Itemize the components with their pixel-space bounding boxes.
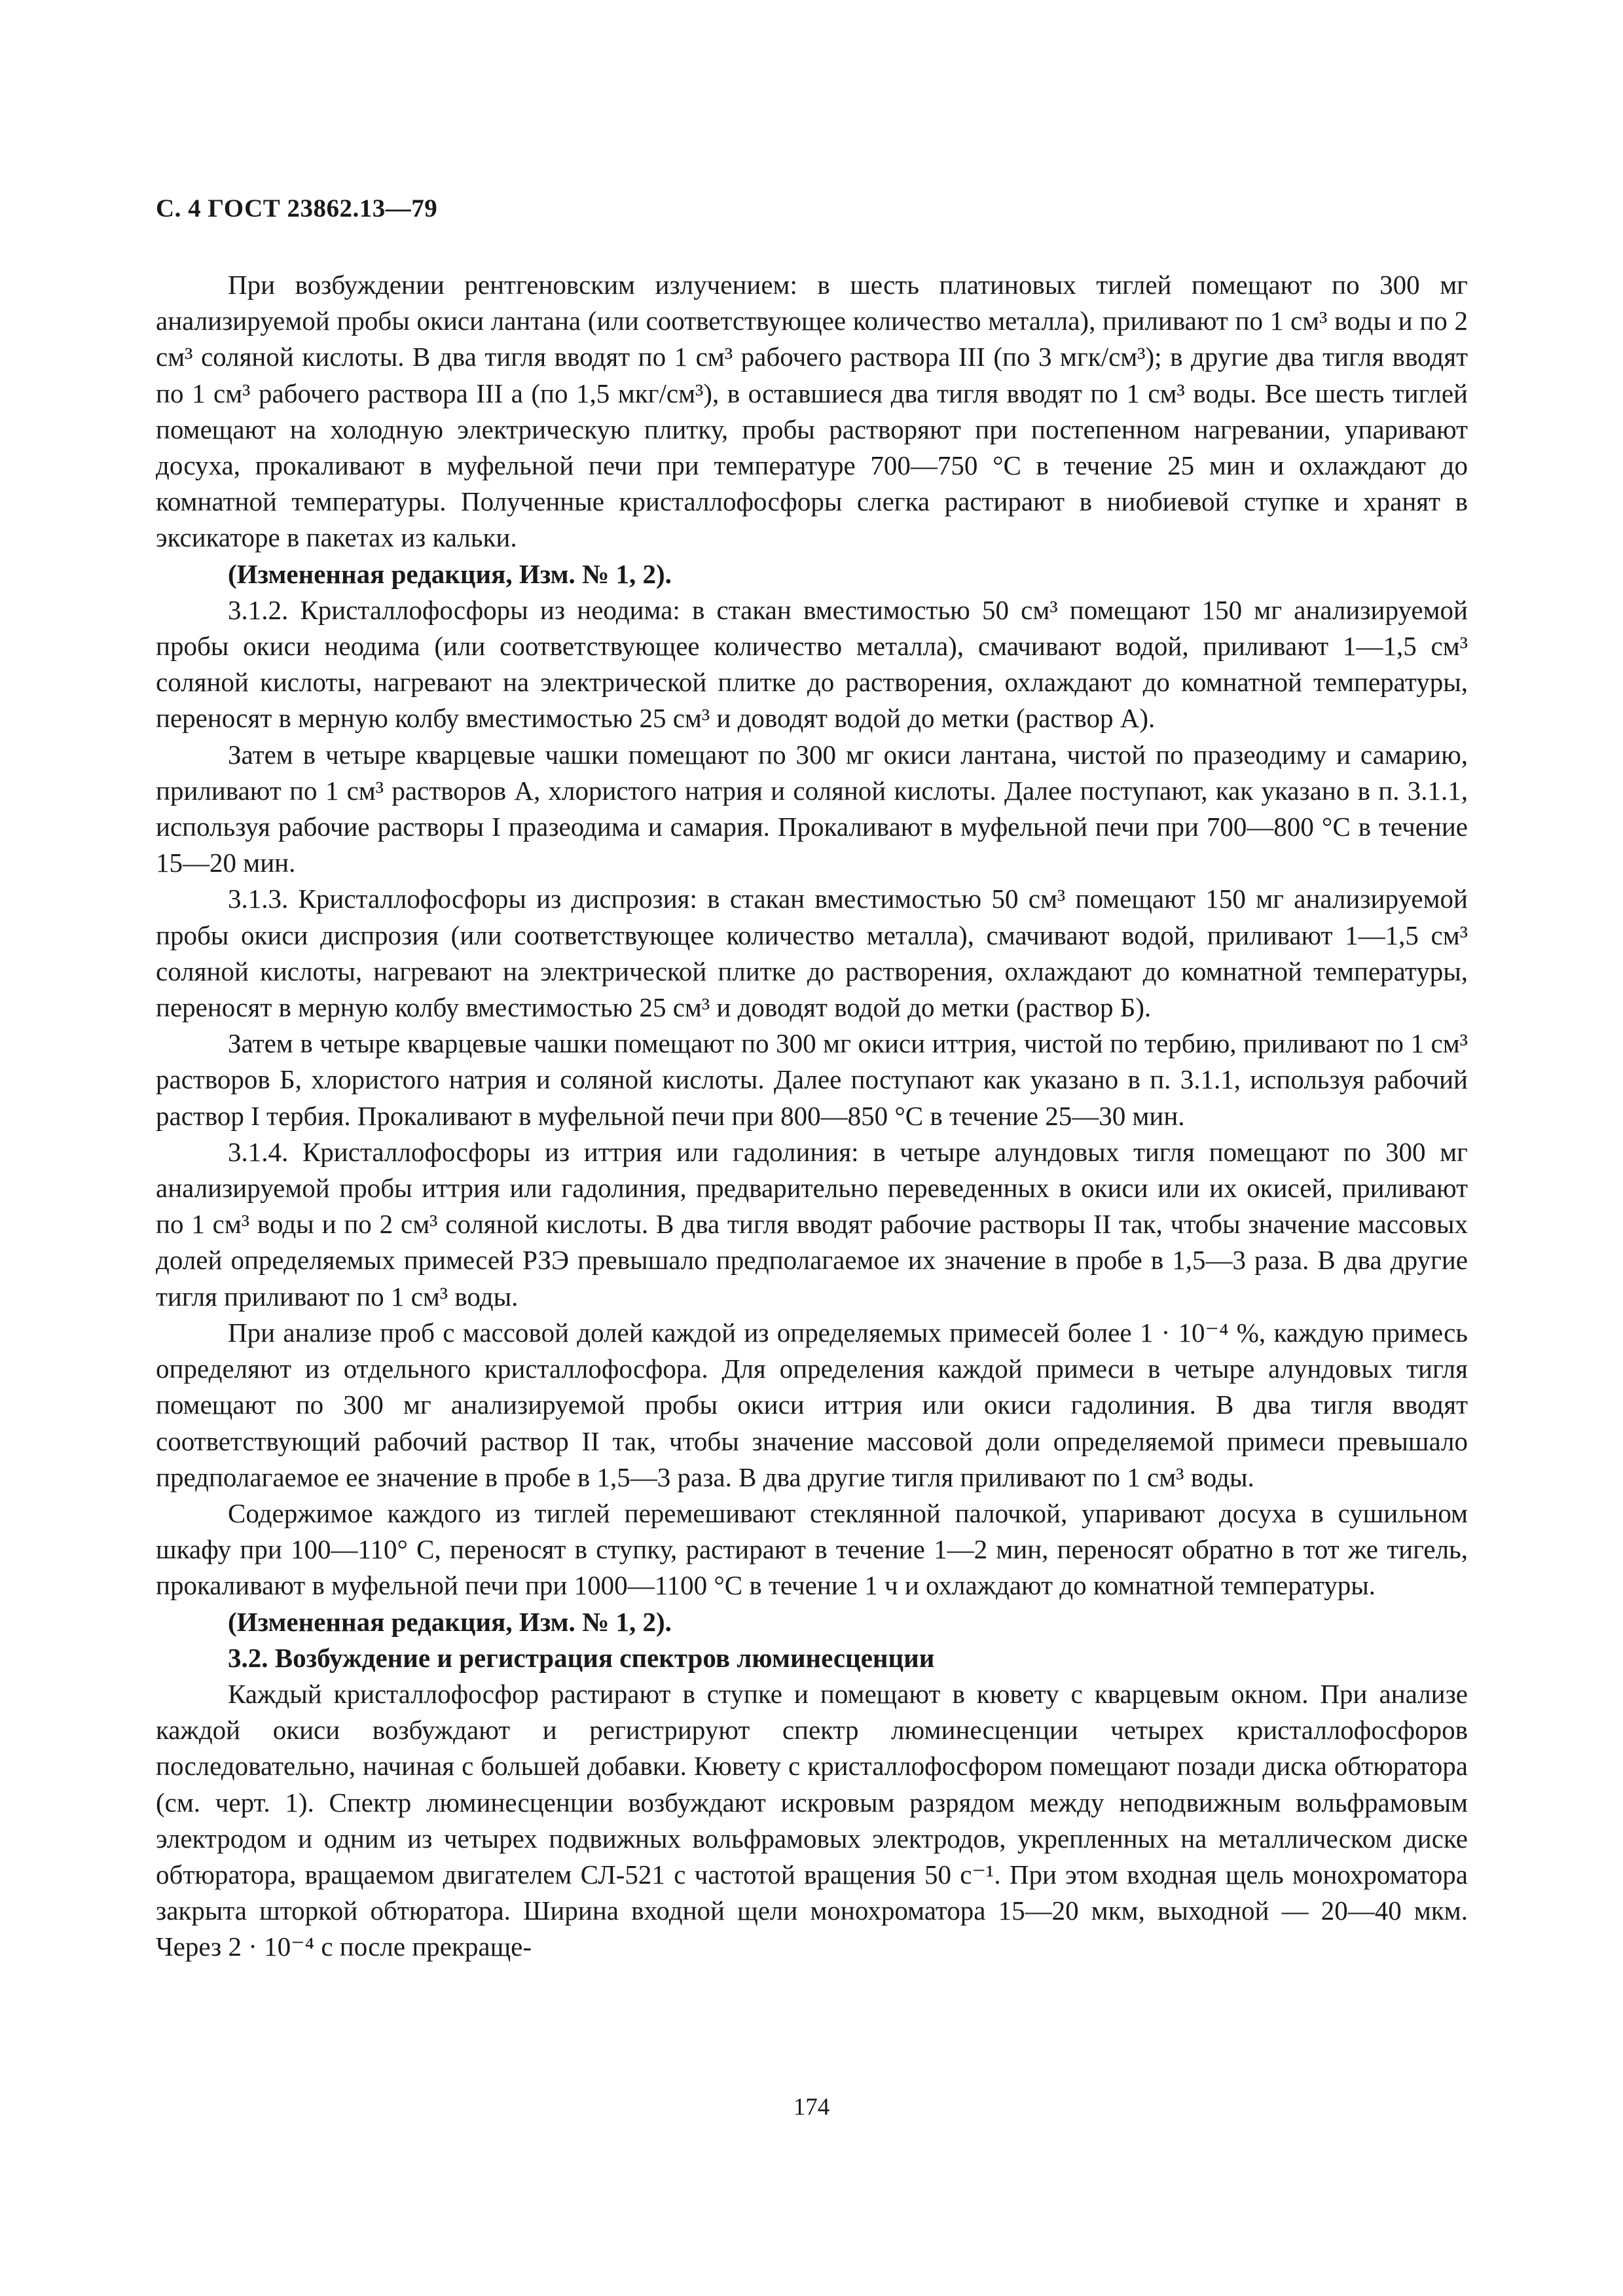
running-header: С. 4 ГОСТ 23862.13—79 (156, 194, 438, 223)
paragraph-3-1-4: 3.1.4. Кристаллофосфоры из иттрия или гадолиния: в четыре алундовых тигля помещают по 300 мг анализируемой пробы иттрия или гадолиния, предварительно переведенных в окиси или их окисей, приливают по 1 см³ воды и по 2 см³ соляной кислоты. В два тигля вводят рабочие растворы II так, чтобы значение массовых долей определяемых примесей РЗЭ превышало предполагаемое их значение в пробе в 1,5—3 раза. В два другие тигля приливают по 1 см³ воды. (156, 1136, 1468, 1312)
paragraph-3-1-3: 3.1.3. Кристаллофосфоры из диспрозия: в стакан вместимостью 50 см³ помещают 150 мг анализируемой пробы окиси диспрозия (или соответствующее количество металла), смачивают водой, приливают 1—1,5 см³ соляной кислоты, нагревают на электрической плитке до растворения, охлаждают до комнатной температуры, переносят в мерную колбу вместимостью 25 см³ и доводят водой до метки (раствор Б). (156, 884, 1468, 1023)
paragraph-intro-xray: При возбуждении рентгеновским излучением: в шесть платиновых тиглей помещают по 300 мг анализируемой пробы окиси лантана (или соответствующее количество металла), приливают по 1 см³ воды и по 2 см³ соляной кислоты. В два тигля вводят по 1 см³ рабочего раствора III (по 3 мгк/см³); в другие два тигля вводят по 1 см³ рабочего раствора III а (по 1,5 мкг/см³), в оставшиеся два тигля вводят по 1 см³ воды. Все шесть тиглей помещают на холодную электрическую плитку, пробы растворяют при постепенном нагревании, упаривают досуха, прокаливают в муфельной печи при температуре 700—750 °С в течение 25 мин и охлаждают до комнатной температуры. Полученные кристаллофосфоры слегка растирают в ниобиевой ступке и хранят в эксикаторе в пакетах из кальки. (156, 270, 1468, 553)
amendment-note: (Измененная редакция, Изм. № 1, 2). (228, 558, 672, 589)
page-number: 174 (793, 2094, 830, 2121)
body-text (156, 267, 1468, 1965)
paragraph-dysprosium-procedure: Затем в четыре кварцевые чашки помещают по 300 мг окиси иттрия, чистой по тербию, приливают по 1 см³ растворов Б, хлористого натрия и соляной кислоты. Далее поступают как указано в п. 3.1.1, используя рабочий раствор I тербия. Прокаливают в муфельной печи при 800—850 °С в течение 25—30 мин. (156, 1028, 1468, 1131)
paragraph-3-1-2: 3.1.2. Кристаллофосфоры из неодима: в стакан вместимостью 50 см³ помещают 150 мг анализируемой пробы окиси неодима (или соответствующее количество металла), смачивают водой, приливают 1—1,5 см³ соляной кислоты, нагревают на электрической плитке до растворения, охлаждают до комнатной температуры, переносят в мерную колбу вместимостью 25 см³ и доводят водой до метки (раствор А). (156, 594, 1468, 734)
paragraph-neodymium-procedure: Затем в четыре кварцевые чашки помещают по 300 мг окиси лантана, чистой по празеодиму и самарию, приливают по 1 см³ растворов А, хлористого натрия и соляной кислоты. Далее поступают, как указано в п. 3.1.1, используя рабочие растворы I празеодима и самария. Прокаливают в муфельной печи при 700—800 °С в течение 15—20 мин. (156, 739, 1468, 878)
paragraph-mass-fraction: При анализе проб с массовой долей каждой из определяемых примесей более 1 · 10⁻⁴ %, каждую примесь определяют из отдельного кристаллофосфора. Для определения каждой примеси в четыре алундовых тигля помещают по 300 мг анализируемой пробы окиси иттрия или окиси гадолиния. В два тигля вводят соответствующий рабочий раствор II так, чтобы значение массовой доли определяемой примеси превышало предполагаемое ее значение в пробе в 1,5—3 раза. В два другие тигля приливают по 1 см³ воды. (156, 1317, 1468, 1492)
amendment-note: (Измененная редакция, Изм. № 1, 2). (228, 1606, 672, 1637)
paragraph-mixing: Содержимое каждого из тиглей перемешивают стеклянной палочкой, упаривают досуха в сушильном шкафу при 100—110° С, переносят в ступку, растирают в течение 1—2 мин, переносят обратно в тот же тигель, прокаливают в муфельной печи при 1000—1100 °С в течение 1 ч и охлаждают до комнатной температуры. (156, 1498, 1468, 1601)
section-heading-3-2: 3.2. Возбуждение и регистрация спектров люминесценции (228, 1642, 935, 1673)
paragraph-excitation: Каждый кристаллофосфор растирают в ступке и помещают в кювету с кварцевым окном. При анализе каждой окиси возбуждают и регистрируют спектр люминесценции четырех кристаллофосфоров последовательно, начиная с большей добавки. Кювету с кристаллофосфором помещают позади диска обтюратора (см. черт. 1). Спектр люминесценции возбуждают искровым разрядом между неподвижным вольфрамовым электродом и одним из четырех подвижных вольфрамовых электродов, укрепленных на металлическом диске обтюратора, вращаемом двигателем СЛ-521 с частотой вращения 50 с⁻¹. При этом входная щель монохроматора закрыта шторкой обтюратора. Ширина входной щели монохроматора 15—20 мкм, выходной — 20—40 мкм. Через 2 · 10⁻⁴ с после прекраще- (156, 1678, 1468, 1962)
